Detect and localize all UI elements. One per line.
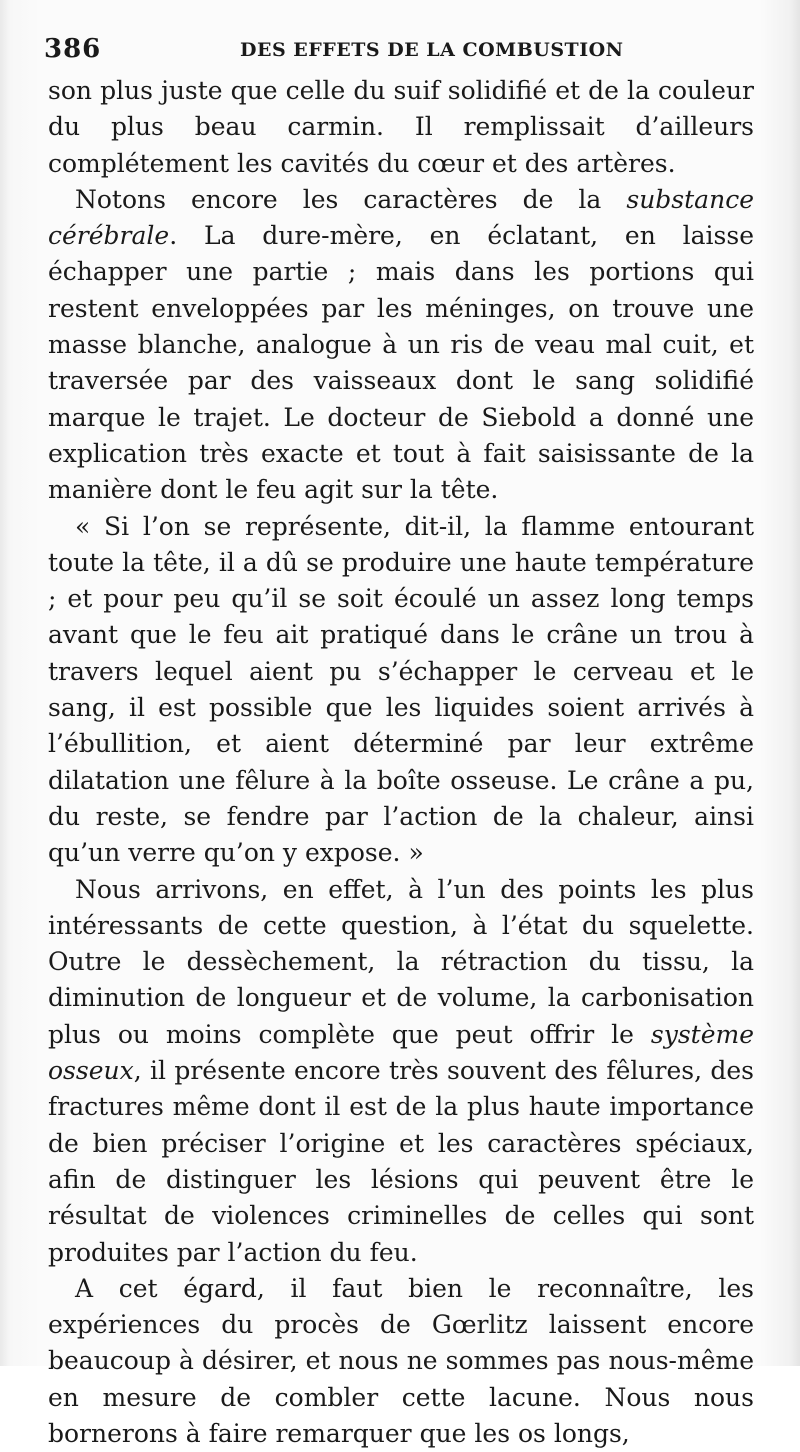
paragraph-3-quotation [48,509,754,872]
paragraph-2-text-start: Notons encore les caractères de la [75,184,627,214]
paragraph-4 [48,872,754,1271]
paragraph-2-italic-term: substance cérébrale [48,184,754,251]
paragraph-4-text-start: Nous arrivons, en effet, à l’un des points les plus intéressants de cette question, à l’état du squelette. Outre le dessèchement, la rétraction du tissu, la diminution de longueur et de volume, la carbonisation plus ou moins complète que peut offrir le [48,874,754,1049]
page-number: 386 [44,34,102,64]
paragraph-2 [48,182,754,509]
paragraph-3-text: « Si l’on se représente, dit-il, la flamme entourant toute la tête, il a dû se produire une haute température ; et pour peu qu’il se soit écoulé un assez long temps avant que le feu ait pratiqué dans le crâne un trou à travers lequel aient pu s’échapper le cerveau et le sang, il est possible que les liquides soient arrivés à l’ébullition, et aient déterminé par leur extrême dilatation une fêlure à la boîte osseuse. Le crâne a pu, du reste, se fendre par l’action de la chaleur, ainsi qu’un verre qu’on y expose. » [48,511,754,868]
body-text [48,73,754,1452]
paragraph-2-text-end: . La dure-mère, en éclatant, en laisse échapper une partie ; mais dans les portions qui restent enveloppées par les méninges, on trouve une masse blanche, analogue à un ris de veau mal cuit, et traversée par des vaisseaux dont le sang solidifié marque le trajet. Le docteur de Siebold a donné une explication très exacte et tout à fait saisissante de la manière dont le feu agit sur la tête. [48,221,754,505]
page-header [44,34,758,70]
paragraph-1-text: son plus juste que celle du suif solidifié et de la couleur du plus beau carmin. Il remplissait d’ailleurs complétement les cavités du cœur et des artères. [48,76,754,178]
paragraph-4-text-end: , il présente encore très souvent des fêlures, des fractures même dont il est de la plus haute importance de bien préciser l’origine et les caractères spéciaux, afin de distinguer les lésions qui peuvent être le résultat de violences criminelles de celles qui sont produites par l’action du feu. [48,1056,754,1267]
paragraph-1 [48,73,754,182]
paragraph-5 [48,1271,754,1452]
page-footer [0,1322,800,1352]
paragraph-4-italic-term: système osseux [48,1019,754,1086]
paragraph-5-text: A cet égard, il faut bien le reconnaître, les expériences du procès de Gœrlitz laissent encore beaucoup à désirer, et nous ne sommes pas nous-même en mesure de combler cette lacune. Nous nous bornerons à faire remarquer que les os longs, [48,1273,754,1448]
running-title: DES EFFETS DE LA COMBUSTION [240,39,624,61]
